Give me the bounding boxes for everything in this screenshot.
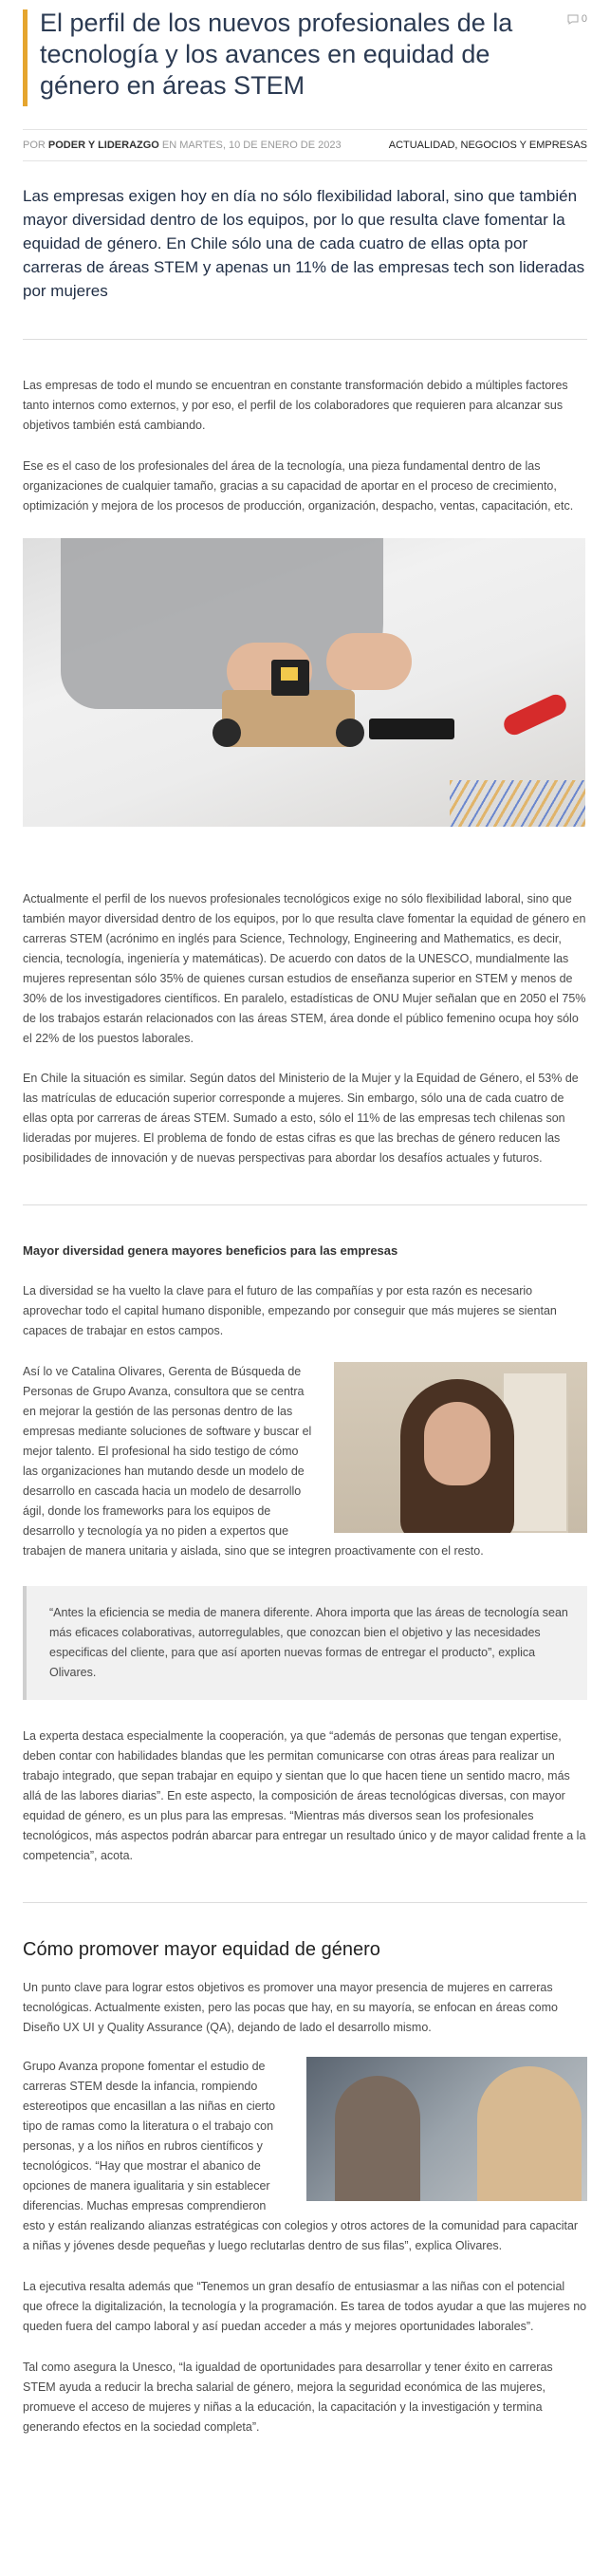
photo-man [335, 2076, 420, 2201]
paragraph: Así lo ve Catalina Olivares, Gerenta de Búsqueda de Personas de Grupo Avanza, consultora que se centra en mejorar la gestión de las personas dentro de las empresas mediante soluciones de software y buscar el mejor talento. El profesional ha sido testigo de cómo las organizaciones han mutando desde un modelo de desarrollo en cascada hacia un modelo de desarrollo ágil, donde los frameworks para los equipos de desarrollo y tecnología ya no piden a expertos que trabajen de manera unitaria y aislada, sino que se integren proactivamente con el resto. [23, 1365, 484, 1558]
section-subheading: Mayor diversidad genera mayores beneficios para las empresas [23, 1243, 398, 1258]
section-heading: Cómo promover mayor equidad de género [23, 1939, 380, 1960]
photo-pliers [501, 691, 570, 738]
publish-date: EN MARTES, 10 DE ENERO DE 2023 [161, 140, 342, 151]
paragraph: La experta destaca especialmente la cooperación, ya que “además de personas que tengan expertise, deben contar con habilidades blandas que les permitan comunicarse con otras áreas para realizar un trabajo integrado, que sepan trabajar en equipo y sientan que lo que hacen tiene un sentido macro, más allá de las labores diarias”. En este aspecto, la composición de áreas tecnológicas diversas, con mayor equidad de género, es un plus para las empresas. “Mientras más diversos sean los profesionales tecnológicos, más aspectos podrán abarcar para entregar un resultado único y de mayor calidad frente a la competencia”, acota. [23, 1729, 586, 1862]
photo-face [424, 1402, 490, 1485]
quote-text: “Antes la eficiencia se media de manera diferente. Ahora importa que las áreas de tecnología sean más eficaces colaborativas, autorregulables, que conozcan bien el objetivo y las necesidades especificas del cliente, para que así aporten nuevas formas de entregar el producto”, explica Olivares. [49, 1606, 568, 1679]
catalina-olivares-photo [334, 1362, 587, 1533]
byline [23, 140, 342, 151]
paragraph: La ejecutiva resalta además que “Tenemos un gran desafío de entusiasmar a las niñas con el potencial que ofrece la digitalización, la tecnología y la programación. Es tarea de todos ayudar a que las mujeres no queden fuera del campo laboral y así puedan acceder a más y mejores oportunidades laborales”. [23, 2280, 587, 2333]
comment-count: 0 [581, 13, 587, 25]
photo-wheel [213, 719, 241, 747]
comment-count-link[interactable] [567, 13, 587, 25]
article-meta [23, 129, 587, 161]
photo-robot [222, 690, 355, 747]
team-block [23, 2057, 587, 2256]
article-lead: Las empresas exigen hoy en día no sólo flexibilidad laboral, sino que también mayor diversidad dentro de los equipos, por lo que resulta clave fomentar la equidad de género. En Chile sólo una de cada cuatro de ellas opta por carreras de áreas STEM y apenas un 11% de las empresas tech son lideradas por mujeres [23, 187, 585, 300]
paragraph: Un punto clave para lograr estos objetivos es promover una mayor presencia de mujeres en carreras tecnológicas. Actualmente existen, pero las pocas que hay, en su mayoría, se enfocan en áreas como Diseño UX UI y Quality Assurance (QA), dejando de lado el desarrollo mismo. [23, 1981, 558, 2034]
photo-sleeve [61, 538, 383, 709]
paragraph: Actualmente el perfil de los nuevos profesionales tecnológicos exige no sólo flexibilidad laboral, sino que también mayor diversidad dentro de los equipos, por lo que resulta clave fomentar la equidad de género en carreras STEM (acrónimo en inglés para Science, Technology, Engineering and Mathematics, es decir, ciencia, tecnología, ingeniería y matemáticas). De acuerdo con datos de la UNESCO, mundialmente las mujeres representan sólo 35% de quienes cursan estudios de enseñanza superior en STEM y menos de 30% de los investigadores científicos. En paralelo, estadísticas de ONU Mujer señalan que en 2050 el 75% de los trabajos estarán relacionados con las áreas STEM, área donde el público femenino ocupa hoy sólo el 22% de los puestos laborales. [23, 892, 586, 1045]
article-title: El perfil de los nuevos profesionales de la tecnología y los avances en equidad de género en áreas STEM [40, 9, 513, 100]
photo-battery [369, 719, 454, 739]
paragraph: Ese es el caso de los profesionales del área de la tecnología, una pieza fundamental dentro de las organizaciones de cualquier tamaño, gracias a su capacidad de aportar en el proceso de crecimiento, optimización y mejora de los procesos de producción, organización, despacho, ventas, capacitación, etc. [23, 459, 574, 513]
robot-kit-photo [23, 538, 585, 827]
paragraph: Las empresas de todo el mundo se encuentran en constante transformación debido a múltiples factores tanto internos como externos, y por eso, el perfil de los colaboradores que requieren para alcanzar sus objetivos también está cambiando. [23, 379, 568, 432]
photo-cables [450, 780, 585, 827]
interview-block [23, 1362, 587, 1561]
divider [23, 339, 587, 340]
category-links[interactable]: ACTUALIDAD, NEGOCIOS Y EMPRESAS [388, 140, 587, 151]
photo-robot-chip [281, 667, 298, 681]
paragraph: Tal como asegura la Unesco, “la igualdad de oportunidades para desarrollar y tener éxito en carreras STEM ayuda a reducir la brecha salarial de género, mejora la seguridad económica de las mujeres, promueve el acceso de mujeres y niñas a la educación, la capacitación y la investigación y termina generando efectos en la sociedad completa”. [23, 2361, 553, 2434]
title-accent-bar [23, 9, 28, 106]
photo-wheel [336, 719, 364, 747]
author-link[interactable]: PODER Y LIDERAZGO [47, 140, 159, 151]
team-photo [306, 2057, 587, 2201]
paragraph: La diversidad se ha vuelto la clave para el futuro de las compañías y por esta razón es necesario aprovechar todo el capital humano disponible, empezando por conseguir que más mujeres se sientan capaces de trabajar en estos campos. [23, 1284, 557, 1337]
divider [23, 1204, 587, 1205]
photo-hand-right [326, 633, 412, 690]
paragraph: En Chile la situación es similar. Según datos del Ministerio de la Mujer y la Equidad de Género, el 53% de las matrículas de educación superior corresponde a mujeres. Sin embargo, sólo una de cada cuatro de ellas opta por carreras de áreas STEM. Sumado a esto, sólo el 11% de las empresas tech chilenas son lideradas por mujeres. El problema de fondo de estas cifras es que las brechas de género reducen las posibilidades de innovación y de nuevas perspectivas para abordar los desafíos actuales y futuros. [23, 1072, 579, 1165]
article-header [23, 0, 587, 112]
divider [23, 1902, 587, 1903]
comment-icon [567, 14, 579, 25]
photo-woman [477, 2066, 582, 2201]
pull-quote [23, 1586, 587, 1700]
by-label: POR [23, 140, 46, 151]
paragraph: Grupo Avanza propone fomentar el estudio de carreras STEM desde la infancia, rompiendo estereotipos que encasillan a las niñas en cierto tipo de ramas como la literatura o el trabajo con personas, y a los niños en rubros científicos y tecnológicos. “Hay que mostrar el abanico de opciones de manera igualitaria y sin establecer diferencias. Muchas empresas comprendieron esto y están realizando alianzas estratégicas con colegios y otros actores de la comunidad para capacitar a niñas y jóvenes desde pequeñas y luego reclutarlas dentro de sus filas”, explica Olivares. [23, 2060, 579, 2252]
